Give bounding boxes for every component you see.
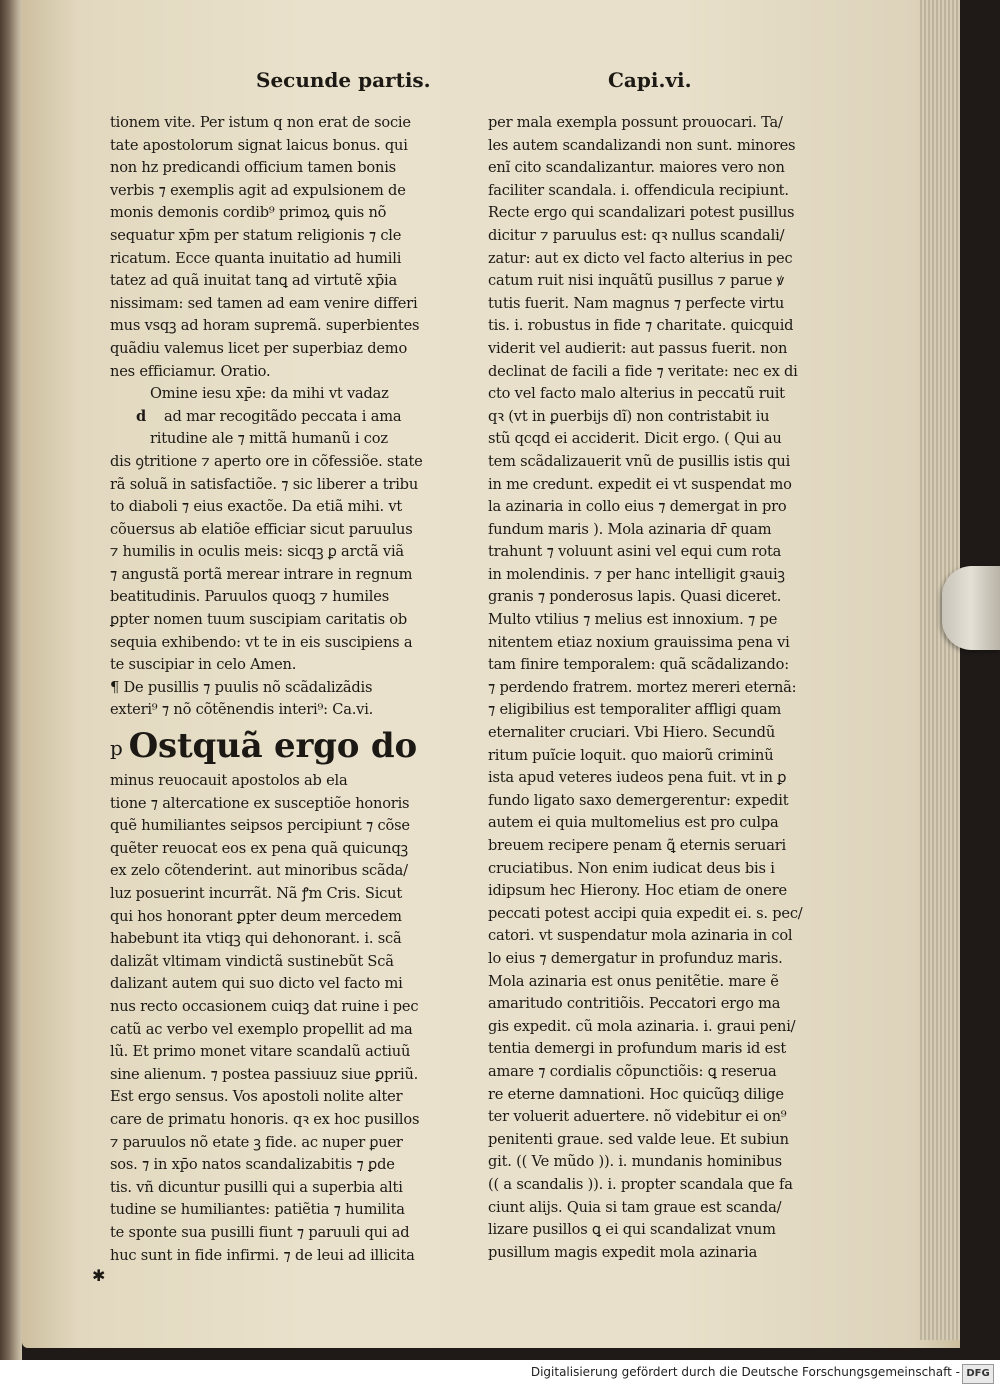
text-line: tentia demergi in profundum maris id est (488, 1040, 787, 1058)
text-line: ⁊ perdendo fratrem. mortez mereri eternã: (488, 678, 797, 696)
text-line: quãdiu valemus licet per superbiaz demo (110, 339, 408, 357)
text-line: catũ ac verbo vel exemplo propellit ad ma (110, 1020, 413, 1038)
text-line: habebunt ita vtiqꝫ qui dehonorant. i. scã (110, 930, 402, 948)
text-line: pusillum magis expedit mola azinaria (488, 1243, 758, 1261)
text-line: tionem vite. Per istum q non erat de socie (110, 114, 411, 131)
text-line: amaritudo contritiõis. Peccatori ergo ma (488, 995, 781, 1013)
text-line: Mola azinaria est onus penitẽtie. mare ẽ (488, 972, 779, 990)
text-line: luz posuerint incurrãt. Nã ꝭm Cris. Sicut (110, 885, 403, 902)
text-line: granis ⁊ ponderosus lapis. Quasi diceret. (488, 588, 782, 606)
text-line: gis expedit. cũ mola azinaria. i. graui peni/ (488, 1017, 796, 1035)
text-line: enĩ cito scandalizantur. maiores vero non (488, 159, 785, 177)
text-line: catori. vt suspendatur mola azinaria in col (488, 927, 793, 945)
text-line: sequia exhibendo: vt te in eis suscipiens a (110, 633, 413, 651)
left-column-middle-text (110, 451, 423, 722)
text-line: huc sunt in fide infirmi. ⁊ de leui ad illicita (110, 1246, 415, 1264)
text-line: in molendinis. ⁊ per hanc intelligit gꝛauiꝫ (488, 565, 785, 583)
text-line: tutis fuerit. Nam magnus ⁊ perfecte virtu (488, 294, 785, 312)
text-line: ⁊ angustã portã merear intrare in regnum (110, 565, 413, 583)
text-line: te suscipiar in celo Amen. (110, 656, 297, 674)
prayer-line-3: ritudine ale ⁊ mittã humanũ i coz (150, 430, 388, 448)
text-line: rã soluã in satisfactiõe. ⁊ sic liberer a tribu (110, 475, 419, 493)
dfg-logo: DFG (962, 1364, 994, 1384)
text-line: sequatur xp̄m per statum religionis ⁊ cle (110, 226, 402, 244)
text-line: dis ꝯtritione ⁊ aperto ore in cõfessiõe. state (110, 452, 423, 470)
text-line: ricatum. Ecce quanta inuitatio ad humili (110, 249, 402, 267)
text-line: dalizãt vltimam vindictã sustinebũt Scã (110, 952, 394, 970)
text-line: nes efficiamur. Oratio. (110, 362, 271, 380)
prayer-line-2 (110, 406, 423, 429)
text-line: amare ⁊ cordialis cõpunctiõis: ꝗ reserua (488, 1062, 777, 1080)
text-line: lizare pusillos ꝗ ei qui scandalizat vnum (488, 1221, 776, 1239)
footer-bar (0, 1360, 1000, 1387)
text-line: fundum maris ). Mola azinaria dr̄ quam (488, 520, 772, 538)
text-line: Est ergo sensus. Vos apostoli nolite alter (110, 1088, 403, 1106)
text-line: mus vsqꝫ ad horam supremã. superbientes (110, 317, 420, 335)
text-line: quẽ humiliantes seipsos percipiunt ⁊ cõse (110, 817, 410, 835)
text-line: tudine se humiliantes: patiẽtia ⁊ humilita (110, 1201, 405, 1219)
text-line: fundo ligato saxo demergerentur: expedit (488, 791, 789, 809)
text-line: qui hos honorant ꝑpter deum mercedem (110, 907, 402, 925)
text-line: ex zelo cõtenderint. aut minoribus scãda/ (110, 862, 408, 880)
left-column (110, 112, 423, 1267)
text-line: quẽter reuocat eos ex pena quã quicunqꝫ (110, 839, 408, 857)
book-clasp (942, 566, 1000, 650)
text-line: penitenti graue. sed valde leue. Et subiun (488, 1130, 789, 1148)
text-line: la azinaria in collo eius ⁊ demergat in pro (488, 498, 787, 516)
text-line: stũ qcqd ei acciderit. Dicit ergo. ( Qui au (488, 430, 782, 448)
text-line: faciliter scandala. i. offendicula recipiunt. (488, 181, 789, 199)
running-head-left: Secunde partis. (256, 68, 431, 92)
text-line: to diaboli ⁊ eius exactõe. Da etiã mihi. vt (110, 498, 403, 516)
text-line: sine alienum. ⁊ postea passiuuz siue ꝑpriũ. (110, 1065, 419, 1083)
text-line: ritum puĩcie loquit. quo maiorũ criminũ (488, 746, 774, 764)
chapter-initial: p (110, 736, 123, 761)
text-line: non hz predicandi officium tamen bonis (110, 159, 396, 177)
text-line: breuem recipere penam ꝗ̃ eternis seruari (488, 837, 786, 854)
text-line: ⁊ eligibilius est temporaliter affligi quam (488, 701, 782, 719)
text-line: nus recto occasionem cuiqꝫ dat ruine i pec (110, 997, 419, 1015)
text-line: eternaliter cruciari. Vbi Hiero. Secundũ (488, 724, 776, 742)
text-line: tem scãdalizauerit vnũ de pusillis istis qui (488, 452, 791, 470)
text-line: (( a scandalis )). i. propter scandala que fa (488, 1175, 793, 1193)
left-column-bottom-text (110, 770, 423, 1267)
text-line: Multo vtilius ⁊ melius est innoxium. ⁊ pe (488, 611, 778, 629)
left-column-top-text (110, 112, 423, 383)
text-line: autem ei quia multomelius est pro culpa (488, 814, 779, 832)
text-line: tis. vñ dicuntur pusilli qui a superbia alti (110, 1178, 403, 1196)
text-line: cruciatibus. Non enim iudicat deus bis i (488, 859, 775, 877)
text-line: viderit vel audierit: aut passus fuerit. non (488, 339, 788, 357)
footer-credit: Digitalisierung gefördert durch die Deutsche Forschungsgemeinschaft - (530, 1365, 960, 1379)
text-line: minus reuocauit apostolos ab ela (110, 772, 348, 790)
text-line: dicitur ⁊ paruulus est: qꝛ nullus scandali/ (488, 226, 785, 244)
page-edges (920, 0, 960, 1340)
text-line: peccati potest accipi quia expedit ei. s. pec/ (488, 904, 803, 922)
text-line: tam finire temporalem: quã scãdalizando: (488, 656, 789, 674)
text-line: git. (( Ve mũdo )). i. mundanis hominibus (488, 1153, 782, 1171)
right-column (488, 112, 803, 1264)
text-line: monis demonis cordib⁹ primoꝝ ꝗuis nõ (110, 204, 387, 222)
text-line: ꝑpter nomen tuum suscipiam caritatis ob (110, 611, 408, 629)
running-head-right: Capi.vi. (608, 68, 692, 92)
text-line: tis. i. robustus in fide ⁊ charitate. quicquid (488, 317, 794, 335)
text-line: in me credunt. expedit ei vt suspendat mo (488, 475, 792, 493)
text-line: ciunt alijs. Quia si tam graue est scanda/ (488, 1198, 782, 1216)
prayer-initial: d (136, 407, 147, 425)
text-line: sos. ⁊ in xp̄o natos scandalizabitis ⁊ ꝑde (110, 1156, 395, 1174)
text-line: exteri⁹ ⁊ nõ cõtẽnendis interi⁹: Ca.vi. (110, 701, 374, 719)
text-line: trahunt ⁊ voluunt asini vel equi cum rota (488, 543, 782, 561)
prayer-line-1: Omine iesu xp̄e: da mihi vt vadaz (150, 385, 389, 403)
chapter-opening (110, 726, 423, 768)
text-line: nitentem etiaz noxium grauissima pena vi (488, 633, 790, 651)
text-line: declinat de facili a fide ⁊ veritate: nec ex di (488, 362, 798, 380)
text-line: beatitudinis. Paruulos quoqꝫ ⁊ humiles (110, 588, 389, 606)
prayer-line-2-text: ad mar recogitãdo peccata i ama (164, 407, 402, 425)
book-binding (0, 0, 22, 1360)
text-line: catum ruit nisi inquãtũ pusillus ⁊ parue ꝟ (488, 272, 784, 290)
text-line: tione ⁊ altercatione ex susceptiõe honoris (110, 794, 410, 812)
text-line: ¶ De pusillis ⁊ puulis nõ scãdalizãdis (110, 678, 373, 696)
text-line: cto vel facto malo alterius in peccatũ ruit (488, 385, 785, 403)
text-line: Recte ergo qui scandalizari potest pusillus (488, 204, 795, 222)
chapter-opening-text: Ostquã ergo do (128, 726, 417, 767)
text-line: dalizant autem qui suo dicto vel facto mi (110, 975, 403, 993)
text-line: ⁊ humilis in oculis meis: sicqꝫ ꝑ arctã viã (110, 543, 404, 561)
text-line: per mala exempla possunt prouocari. Ta/ (488, 114, 783, 131)
text-line: nissimam: sed tamen ad eam venire differi (110, 294, 418, 312)
text-line: te sponte sua pusilli fiunt ⁊ paruuli qui ad (110, 1223, 410, 1241)
text-line: ter voluerit aduertere. nõ videbitur ei on⁹ (488, 1108, 787, 1126)
text-line: idipsum hec Hierony. Hoc etiam de onere (488, 882, 787, 900)
text-line: verbis ⁊ exemplis agit ad expulsionem de (110, 181, 406, 199)
text-line: cõuersus ab elatiõe efficiar sicut paruulus (110, 520, 413, 538)
text-line: re eterne damnationi. Hoc quicũqꝫ dilige (488, 1085, 784, 1103)
text-line: care de primatu honoris. qꝛ ex hoc pusillos (110, 1110, 420, 1128)
printer-mark-icon: ✱ (92, 1266, 106, 1285)
text-line: tatez ad quã inuitat tanꝗ ad virtutẽ xp̄ia (110, 272, 397, 290)
text-line: lo eius ⁊ demergatur in profunduz maris. (488, 949, 783, 967)
text-line: ista apud veteres iudeos pena fuit. vt in ꝑ (488, 769, 787, 787)
text-line: lũ. Et primo monet vitare scandalũ actiuũ (110, 1043, 411, 1061)
text-line: les autem scandalizandi non sunt. minores (488, 136, 796, 154)
text-line: tate apostolorum signat laicus bonus. qui (110, 136, 408, 154)
text-line: qꝛ (vt in ꝑuerbijs dĩ) non contristabit iu (488, 407, 770, 425)
text-line: ⁊ paruulos nõ etate ꝫ fide. ac nuper ꝑuer (110, 1133, 403, 1151)
text-line: zatur: aut ex dicto vel facto alterius in pec (488, 249, 793, 267)
